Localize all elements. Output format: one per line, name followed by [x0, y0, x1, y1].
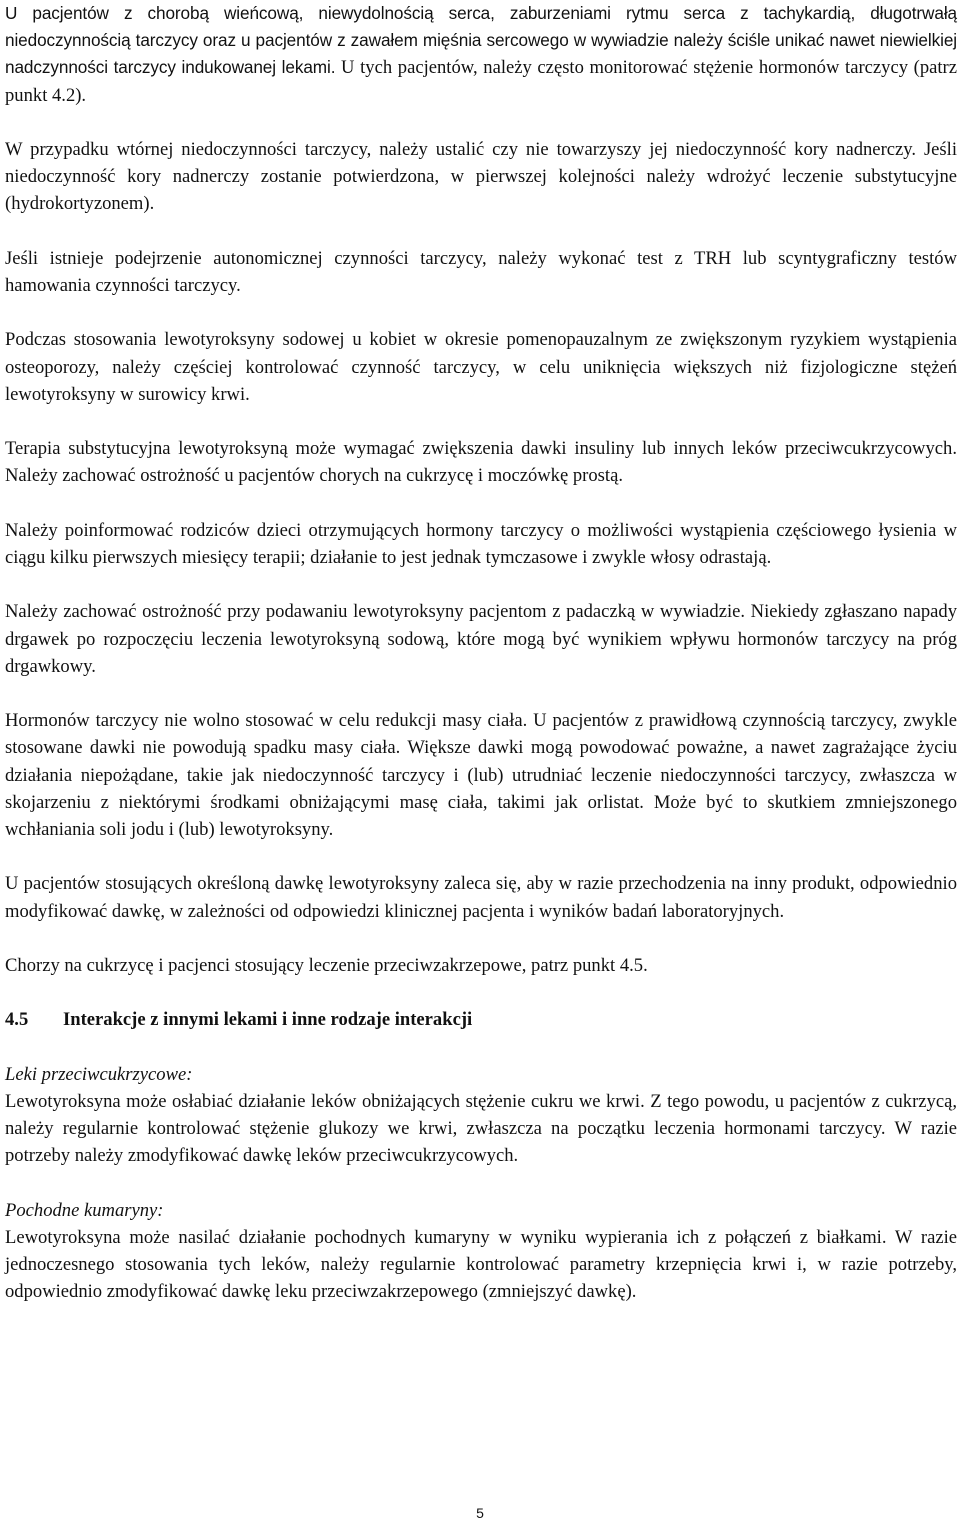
paragraph-adrenal: W przypadku wtórnej niedoczynności tarczycy, należy ustalić czy nie towarzyszy jej niedoczynność kory nadnerczy. Jeśli niedoczynność kory nadnerczy zostanie potwierdzona, w pierwszej kolejności należy wdrożyć leczenie substytucyjne (hydrokortyzonem).: [5, 139, 957, 215]
section-heading: [5, 1006, 957, 1033]
paragraph-osteoporosis: Podczas stosowania lewotyroksyny sodowej u kobiet w okresie pomenopauzalnym ze zwiększonym ryzykiem wystąpienia osteoporozy, należy częściej kontrolować czynność tarczycy, w celu uniknięcia większych niż fizjologiczne stężeń lewotyroksyny w surowicy krwi.: [5, 329, 957, 405]
paragraph-epilepsy: Należy zachować ostrożność przy podawaniu lewotyroksyny pacjentom z padaczką w wywiadzie. Niekiedy zgłaszano napady drgawek po rozpoczęciu leczenia lewotyroksyną sodową, które mogą być wynikiem wpływu hormonów tarczycy na próg drgawkowy.: [5, 601, 957, 677]
subsection-coumarin-title: Pochodne kumaryny:: [5, 1199, 164, 1221]
subsection-antidiabetic-title: Leki przeciwcukrzycowe:: [5, 1063, 193, 1085]
paragraph-cardiac-warning: [5, 0, 957, 109]
subsection-coumarin-text: Lewotyroksyna może nasilać działanie pochodnych kumaryny w wyniku wypierania ich z połączeń z białkami. W razie jednoczesnego stosowania tych leków, należy regularnie kontrolować parametry krzepnięcia krwi i, w razie potrzeby, odpowiednio zmodyfikować dawkę leku przeciwzakrzepowego (zmniejszyć dawkę).: [5, 1226, 957, 1303]
paragraph-diabetes: Terapia substytucyjna lewotyroksyną może wymagać zwiększenia dawki insuliny lub innych leków przeciwcukrzycowych. Należy zachować ostrożność u pacjentów chorych na cukrzycę i moczówkę prostą.: [5, 438, 957, 487]
section-number: 4.5: [5, 1009, 29, 1031]
section-title: Interakcje z innymi lekami i inne rodzaje interakcji: [63, 1009, 473, 1031]
paragraph-autonomic: Jeśli istnieje podejrzenie autonomicznej czynności tarczycy, należy wykonać test z TRH lub scyntygraficzny testów hamowania czynności tarczycy.: [5, 247, 957, 296]
document-page: [5, 0, 957, 1333]
subsection-antidiabetic: [5, 1061, 957, 1170]
paragraph-weight: Hormonów tarczycy nie wolno stosować w celu redukcji masy ciała. U pacjentów z prawidłową czynnością tarczycy, zwykle stosowane dawki nie powodują spadku masy ciała. Większe dawki mogą powodować poważne, a nawet zagrażające życiu działania niepożądane, takie jak niedoczynność tarczycy i (lub) utrudniać leczenie niedoczynności tarczycy, zwłaszcza w skojarzeniu z niektórymi środkami obniżającymi masę ciała, takimi jak orlistat. Może być to skutkiem zmniejszonego wchłaniania soli jodu i (lub) lewotyroksyny.: [5, 710, 957, 840]
paragraph-see-section: Chorzy na cukrzycę i pacjenci stosujący leczenie przeciwzakrzepowe, patrz punkt 4.5.: [5, 954, 648, 976]
paragraph-cardiac-warning-serif: U tych pacjentów, należy często monitorować stężenie hormonów tarczycy (patrz punkt 4.2).: [5, 57, 957, 106]
subsection-coumarin: [5, 1197, 957, 1306]
subsection-antidiabetic-text: Lewotyroksyna może osłabiać działanie leków obniżających stężenie cukru we krwi. Z tego powodu, u pacjentów z cukrzycą, należy regularnie kontrolować stężenie glukozy we krwi, zwłaszcza na początku leczenia hormonami tarczycy. W razie potrzeby należy zmodyfikować dawkę leków przeciwcukrzycowych.: [5, 1090, 957, 1167]
paragraph-cardiac-warning-sans: U pacjentów z chorobą wieńcową, niewydolnością serca, zaburzeniami rytmu serca z tachykardią, długotrwałą niedoczynnością tarczycy oraz u pacjentów z zawałem mięśnia sercowego w wywiadzie należy ściśle unikać nawet niewielkiej nadczynności tarczycy indukowanej lekami.: [5, 3, 957, 78]
paragraph-hair-loss: Należy poinformować rodziców dzieci otrzymujących hormony tarczycy o możliwości wystąpienia częściowego łysienia w ciągu kilku pierwszych miesięcy terapii; działanie to jest jednak tymczasowe i zwykle włosy odrastają.: [5, 519, 957, 568]
page-number: 5: [476, 1505, 484, 1521]
paragraph-dose-switch: U pacjentów stosujących określoną dawkę lewotyroksyny zaleca się, aby w razie przechodzenia na inny produkt, odpowiednio modyfikować dawkę, w zależności od odpowiedzi klinicznej pacjenta i wyników badań laboratoryjnych.: [5, 873, 957, 922]
